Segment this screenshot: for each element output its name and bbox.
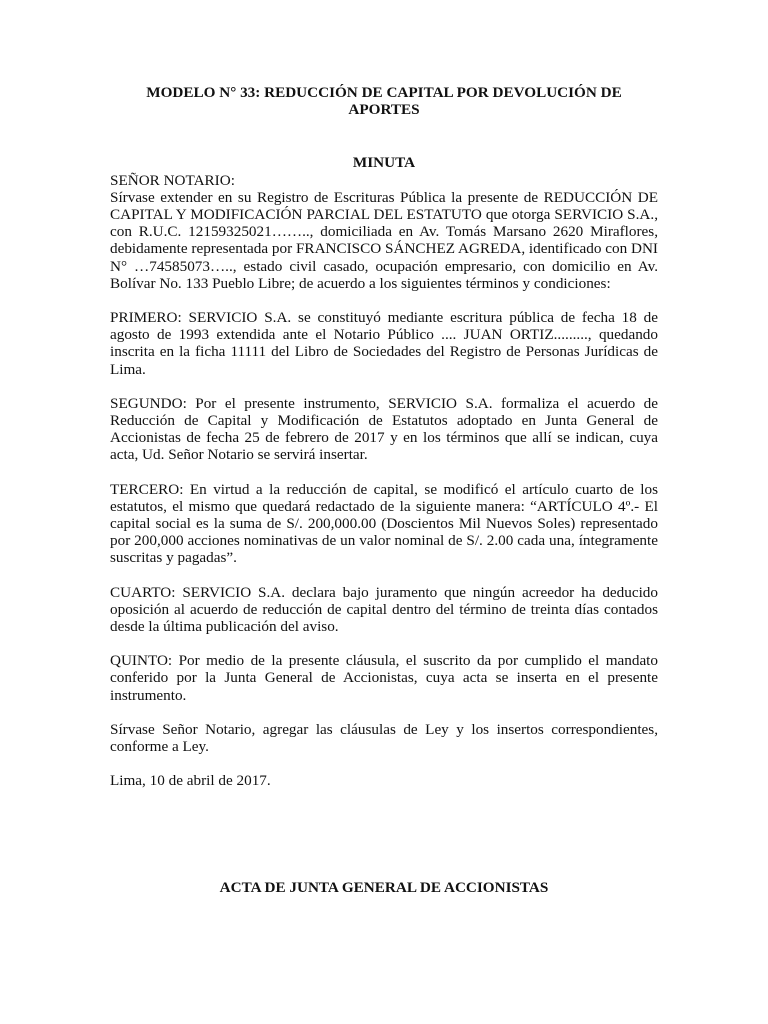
document-title: MODELO N° 33: REDUCCIÓN DE CAPITAL POR DEVOLUCIÓN DE APORTES [146,84,622,119]
clause-quinto: QUINTO: Por medio de la presente cláusula, el suscrito da por cumplido el mandato conferido por la Junta General de Accionistas, cuya acta se inserta en el presente instrumento. [110,652,658,704]
place-date: Lima, 10 de abril de 2017. [110,772,271,790]
clause-primero: PRIMERO: SERVICIO S.A. se constituyó mediante escritura pública de fecha 18 de agosto de 1993 extendida ante el Notario Público .... JUAN ORTIZ........., quedando inscrita en la ficha 11111 del Libro de Sociedades del Registro de Personas Jurídicas de Lima. [110,309,658,378]
closing-paragraph: Sírvase Señor Notario, agregar las cláusulas de Ley y los insertos correspondientes, conforme a Ley. [110,720,658,756]
document-subtitle: MINUTA [352,154,416,172]
section-title: ACTA DE JUNTA GENERAL DE ACCIONISTAS [219,879,549,896]
clause-tercero: TERCERO: En virtud a la reducción de capital, se modificó el artículo cuarto de los estatutos, el mismo que quedará redactado de la siguiente manera: “ARTÍCULO 4º.- El capital social es la suma de S/. 200,000.00 (Doscientos Mil Nuevos Soles) representado por 200,000 acciones nominativas de un valor nominal de S/. 2.00 cada una, íntegramente suscritas y pagadas”. [110,480,658,567]
clause-segundo: SEGUNDO: Por el presente instrumento, SERVICIO S.A. formaliza el acuerdo de Reducción de Capital y Modificación de Estatutos adoptado en Junta General de Accionistas de fecha 25 de febrero de 2017 y en los términos que allí se indican, cuya acta, Ud. Señor Notario se servirá insertar. [110,394,658,464]
clause-cuarto: CUARTO: SERVICIO S.A. declara bajo juramento que ningún acreedor ha deducido oposición al acuerdo de reducción de capital dentro del término de treinta días contados desde la última publicación del aviso. [110,583,658,636]
document-body [110,84,658,790]
salutation: SEÑOR NOTARIO: [110,171,235,189]
intro-paragraph: Sírvase extender en su Registro de Escrituras Pública la presente de REDUCCIÓN DE CAPITAL Y MODIFICACIÓN PARCIAL DEL ESTATUTO que otorga SERVICIO S.A., con R.U.C. 12159325021…….., domiciliada en Av. Tomás Marsano 2620 Miraflores, debidamente representada por FRANCISCO SÁNCHEZ AGREDA, identificado con DNI N° …74585073….., estado civil casado, ocupación empresario, con domicilio en Av. Bolívar No. 133 Pueblo Libre; de acuerdo a los siguientes términos y condiciones: [110,188,658,292]
